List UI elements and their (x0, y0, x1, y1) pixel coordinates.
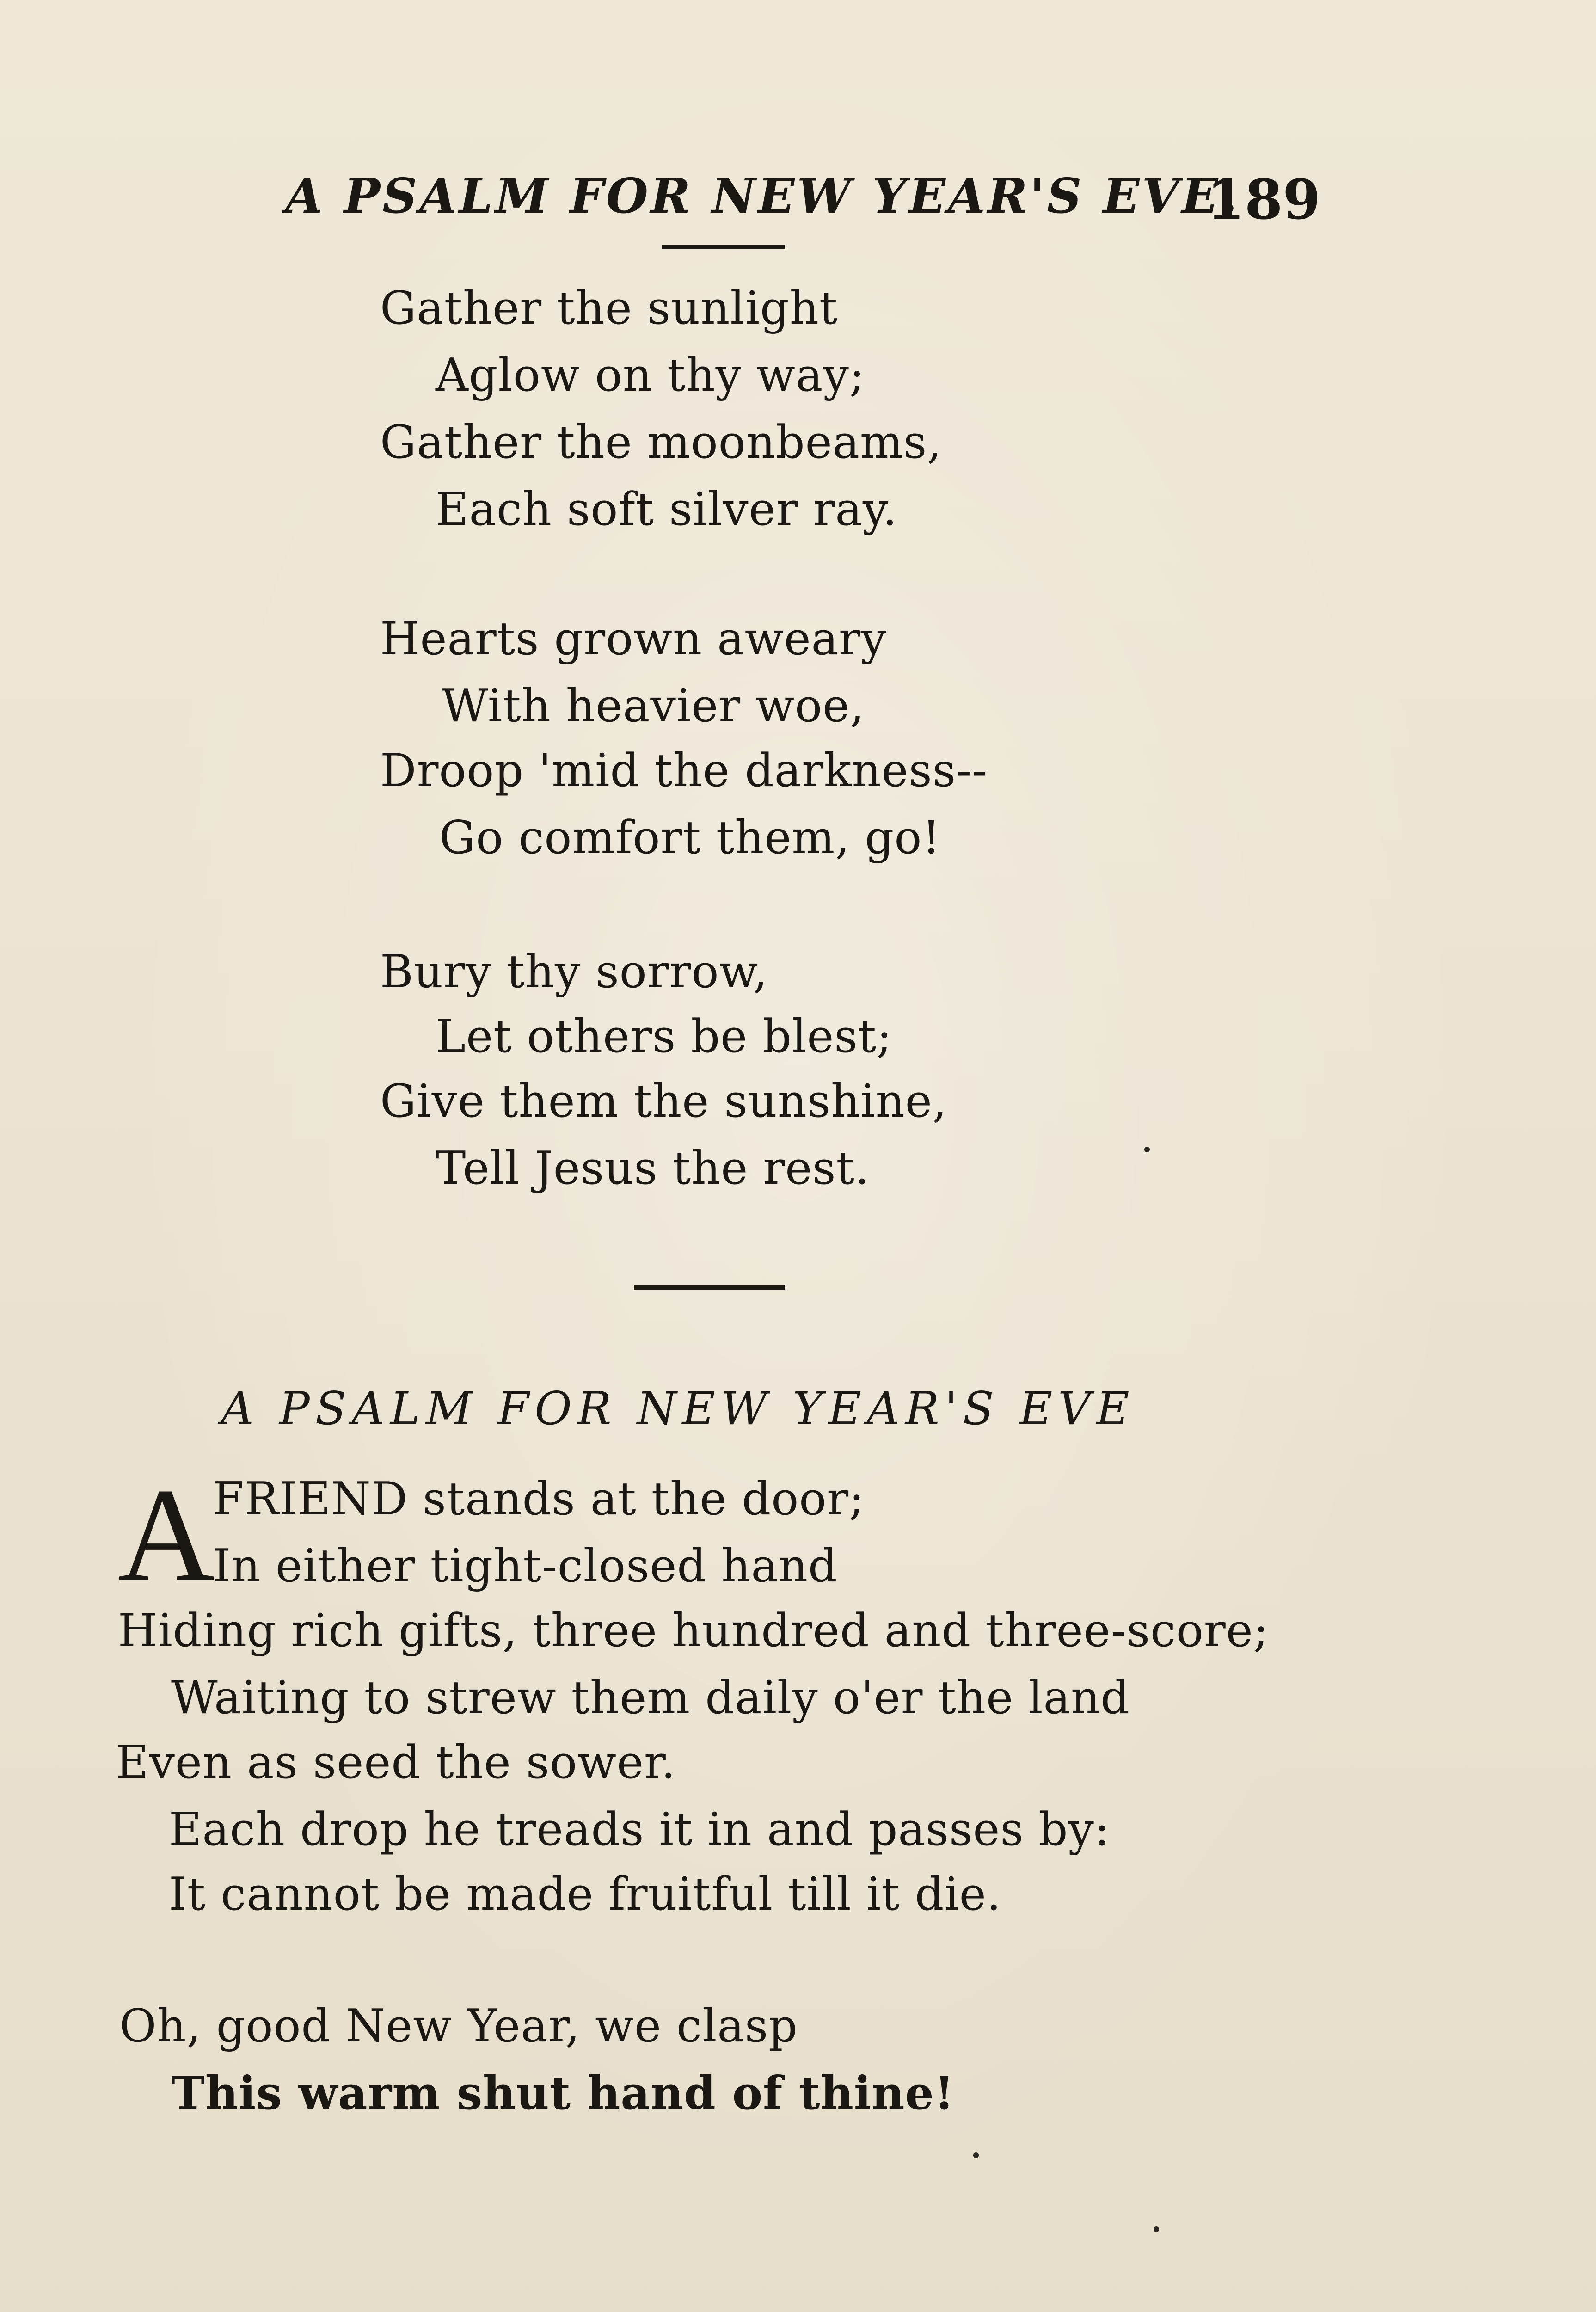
verse-line: Go comfort them, go! (439, 812, 941, 864)
verse-line: Hiding rich gifts, three hundred and three-score; (118, 1605, 1269, 1657)
running-head: A PSALM FOR NEW YEAR'S EVE. (285, 167, 1240, 224)
ink-speck (1144, 1147, 1150, 1152)
verse-line: Gather the sunlight (380, 282, 838, 335)
verse-line: This warm shut hand of thine! (171, 2067, 955, 2120)
verse-line: FRIEND stands at the door; (213, 1473, 865, 1525)
verse-line: Aglow on thy way; (436, 349, 865, 402)
verse-line: Bury thy sorrow, (380, 946, 768, 998)
verse-line: Let others be blest; (436, 1010, 893, 1063)
drop-cap: A (118, 1461, 215, 1609)
verse-line: In either tight-closed hand (213, 1540, 838, 1593)
page-number: 189 (1207, 167, 1321, 232)
header-rule (662, 245, 785, 249)
poem-title: A PSALM FOR NEW YEAR'S EVE (221, 1383, 1135, 1435)
verse-line: Each drop he treads it in and passes by: (169, 1803, 1110, 1856)
verse-line: Gather the moonbeams, (380, 416, 942, 469)
ink-speck (973, 2152, 979, 2158)
verse-line: Waiting to strew them daily o'er the land (171, 1672, 1130, 1724)
verse-line: It cannot be made fruitful till it die. (169, 1868, 1001, 1921)
ink-speck (1154, 2226, 1159, 2232)
verse-line: Oh, good New Year, we clasp (119, 2000, 798, 2053)
verse-line: Each soft silver ray. (436, 483, 898, 536)
verse-line: With heavier woe, (442, 680, 865, 732)
verse-line: Tell Jesus the rest. (436, 1142, 870, 1195)
verse-line: Hearts grown aweary (380, 613, 887, 665)
verse-line: Give them the sunshine, (380, 1075, 947, 1128)
verse-line: Even as seed the sower. (116, 1736, 676, 1789)
section-rule (634, 1285, 785, 1290)
verse-line: Droop 'mid the darkness-- (380, 744, 988, 797)
